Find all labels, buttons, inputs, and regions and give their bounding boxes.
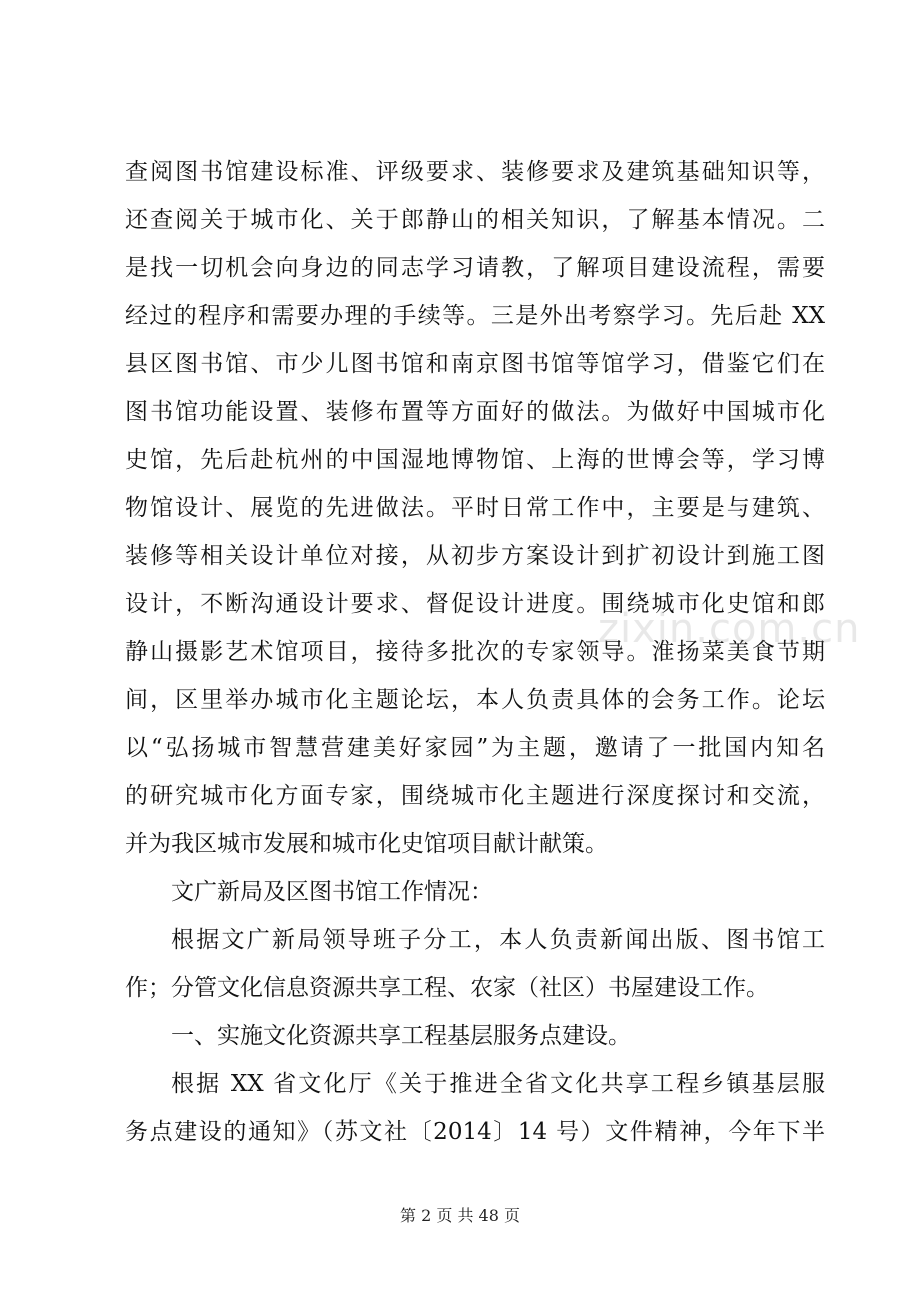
text-line: 查阅图书馆建设标准、评级要求、装修要求及建筑基础知识等， bbox=[125, 159, 825, 185]
text-line: 经过的程序和需要办理的手续等。三是外出考察学习。先后赴 XX bbox=[125, 303, 825, 329]
text-line: 史馆，先后赴杭州的中国湿地博物馆、上海的世博会等，学习博 bbox=[125, 447, 825, 473]
text-line: 作；分管文化信息资源共享工程、农家（社区）书屋建设工作。 bbox=[125, 975, 769, 1001]
watermark: zixin.com.cn bbox=[598, 606, 861, 652]
section-heading: 一、实施文化资源共享工程基层服务点建设。 bbox=[171, 1023, 631, 1049]
text-line: 以“弘扬城市智慧营建美好家园”为主题，邀请了一批国内知名 bbox=[125, 735, 825, 761]
text-line: 物馆设计、展览的先进做法。平时日常工作中，主要是与建筑、 bbox=[125, 495, 825, 521]
text-line: 间，区里举办城市化主题论坛，本人负责具体的会务工作。论坛 bbox=[125, 687, 825, 713]
text-line: 根据 XX 省文化厅《关于推进全省文化共享工程乡镇基层服 bbox=[171, 1071, 825, 1097]
section-heading: 文广新局及区图书馆工作情况： bbox=[171, 879, 493, 905]
text-line: 设计，不断沟通设计要求、督促设计进度。围绕城市化史馆和郎 bbox=[125, 591, 825, 617]
page-footer: 第 2 页 共 48 页 bbox=[400, 1206, 520, 1225]
text-line: 还查阅关于城市化、关于郎静山的相关知识，了解基本情况。二 bbox=[125, 207, 825, 233]
text-line: 根据文广新局领导班子分工，本人负责新闻出版、图书馆工 bbox=[171, 927, 825, 953]
text-line: 的研究城市化方面专家，围绕城市化主题进行深度探讨和交流， bbox=[125, 783, 825, 809]
text-line: 图书馆功能设置、装修布置等方面好的做法。为做好中国城市化 bbox=[125, 399, 825, 425]
text-line: 是找一切机会向身边的同志学习请教，了解项目建设流程，需要 bbox=[125, 255, 825, 281]
text-line: 装修等相关设计单位对接，从初步方案设计到扩初设计到施工图 bbox=[125, 543, 825, 569]
body-text bbox=[125, 148, 825, 1156]
text-line: 并为我区城市发展和城市化史馆项目献计献策。 bbox=[125, 831, 608, 857]
text-line: 县区图书馆、市少儿图书馆和南京图书馆等馆学习，借鉴它们在 bbox=[125, 351, 825, 377]
text-line: 静山摄影艺术馆项目，接待多批次的专家领导。淮扬菜美食节期 bbox=[125, 639, 825, 665]
text-line: 务点建设的通知》（苏文社〔2014〕14 号）文件精神，今年下半 bbox=[125, 1119, 825, 1145]
